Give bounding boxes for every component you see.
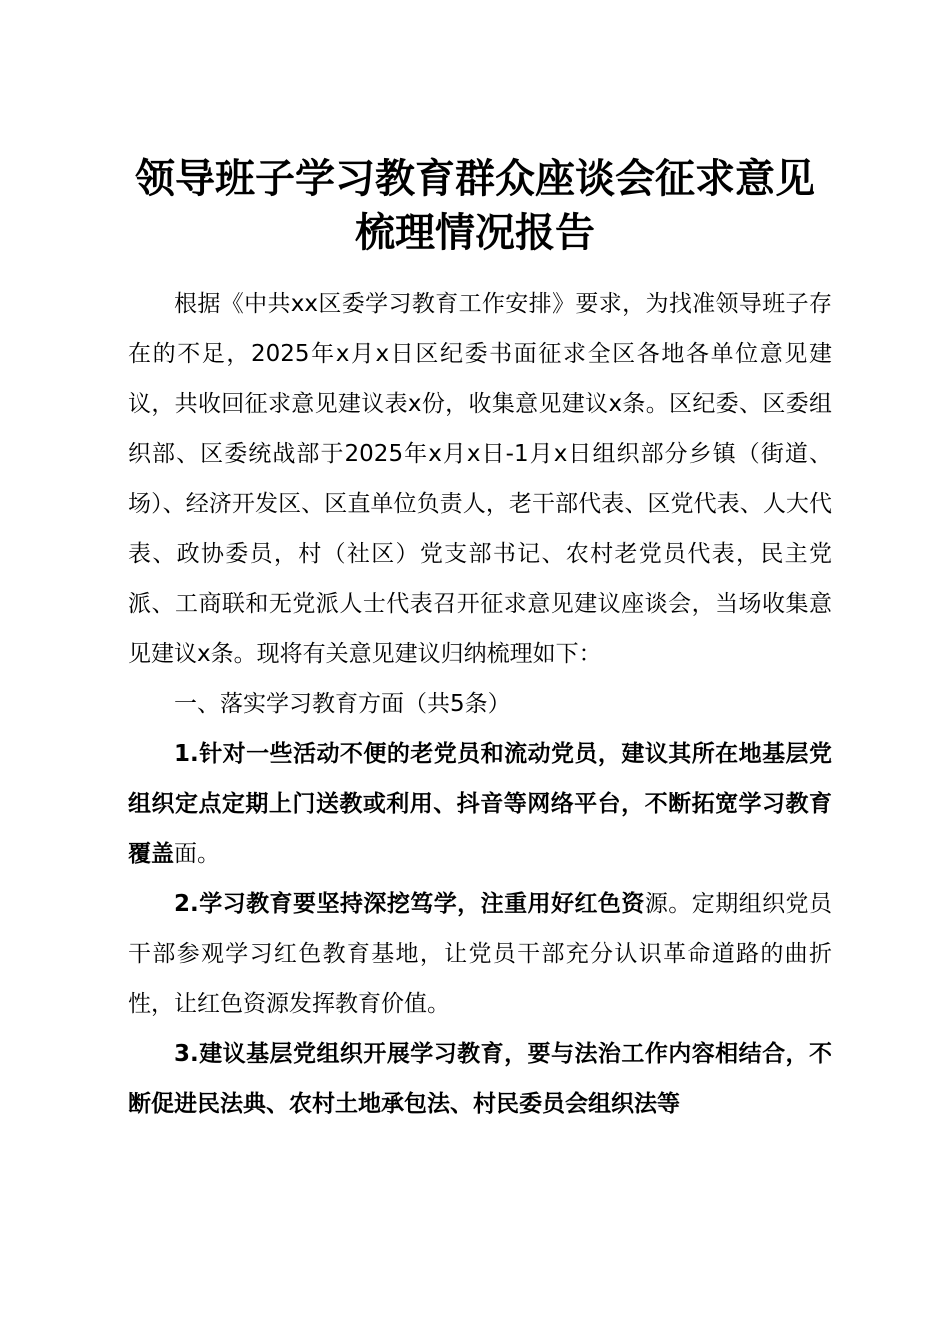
list-item-1-text: 面。 — [174, 841, 220, 867]
document-title — [118, 152, 832, 260]
list-item-1-bold: 1.针对一些活动不便的老党员和流动党员，建议其所在地基层党组织定点定期上门送教或利用、抖音等网络平台，不断拓宽学习教育覆盖 — [128, 741, 832, 867]
list-item-1 — [128, 729, 832, 879]
title-line-2: 梳理情况报告 — [355, 209, 595, 256]
list-item-3-bold: 3.建议基层党组织开展学习教育，要与法治工作内容相结合，不断促进民法典、农村土地承包法、村民委员会组织法等 — [128, 1041, 832, 1117]
title-line-1: 领导班子学习教育群众座谈会征求意见 — [135, 155, 815, 202]
list-item-3 — [128, 1029, 832, 1129]
document-body — [128, 279, 832, 1129]
section-heading-1: 一、落实学习教育方面（共5条） — [174, 691, 511, 717]
list-item-2-text: 源。定期组织党员干部参观学习红色教育基地，让党员干部充分认识革命道路的曲折性，让红色资源发挥教育价值。 — [128, 891, 833, 1017]
intro-paragraph: 根据《中共xx区委学习教育工作安排》要求，为找准领导班子存在的不足，2025年x月x日区纪委书面征求全区各地各单位意见建议，共收回征求意见建议表x份，收集意见建议x条。区纪委、区委组织部、区委统战部于2025年x月x日-1月x日组织部分乡镇（街道、场）、经济开发区、区直单位负责人，老干部代表、区党代表、人大代表、政协委员，村（社区）党支部书记、农村老党员代表，民主党派、工商联和无党派人士代表召开征求意见建议座谈会，当场收集意见建议x条。现将有关意见建议归纳梳理如下： — [128, 291, 832, 667]
list-item-2 — [128, 879, 832, 1029]
list-item-2-bold: 2.学习教育要坚持深挖笃学，注重用好红色资 — [174, 891, 645, 917]
